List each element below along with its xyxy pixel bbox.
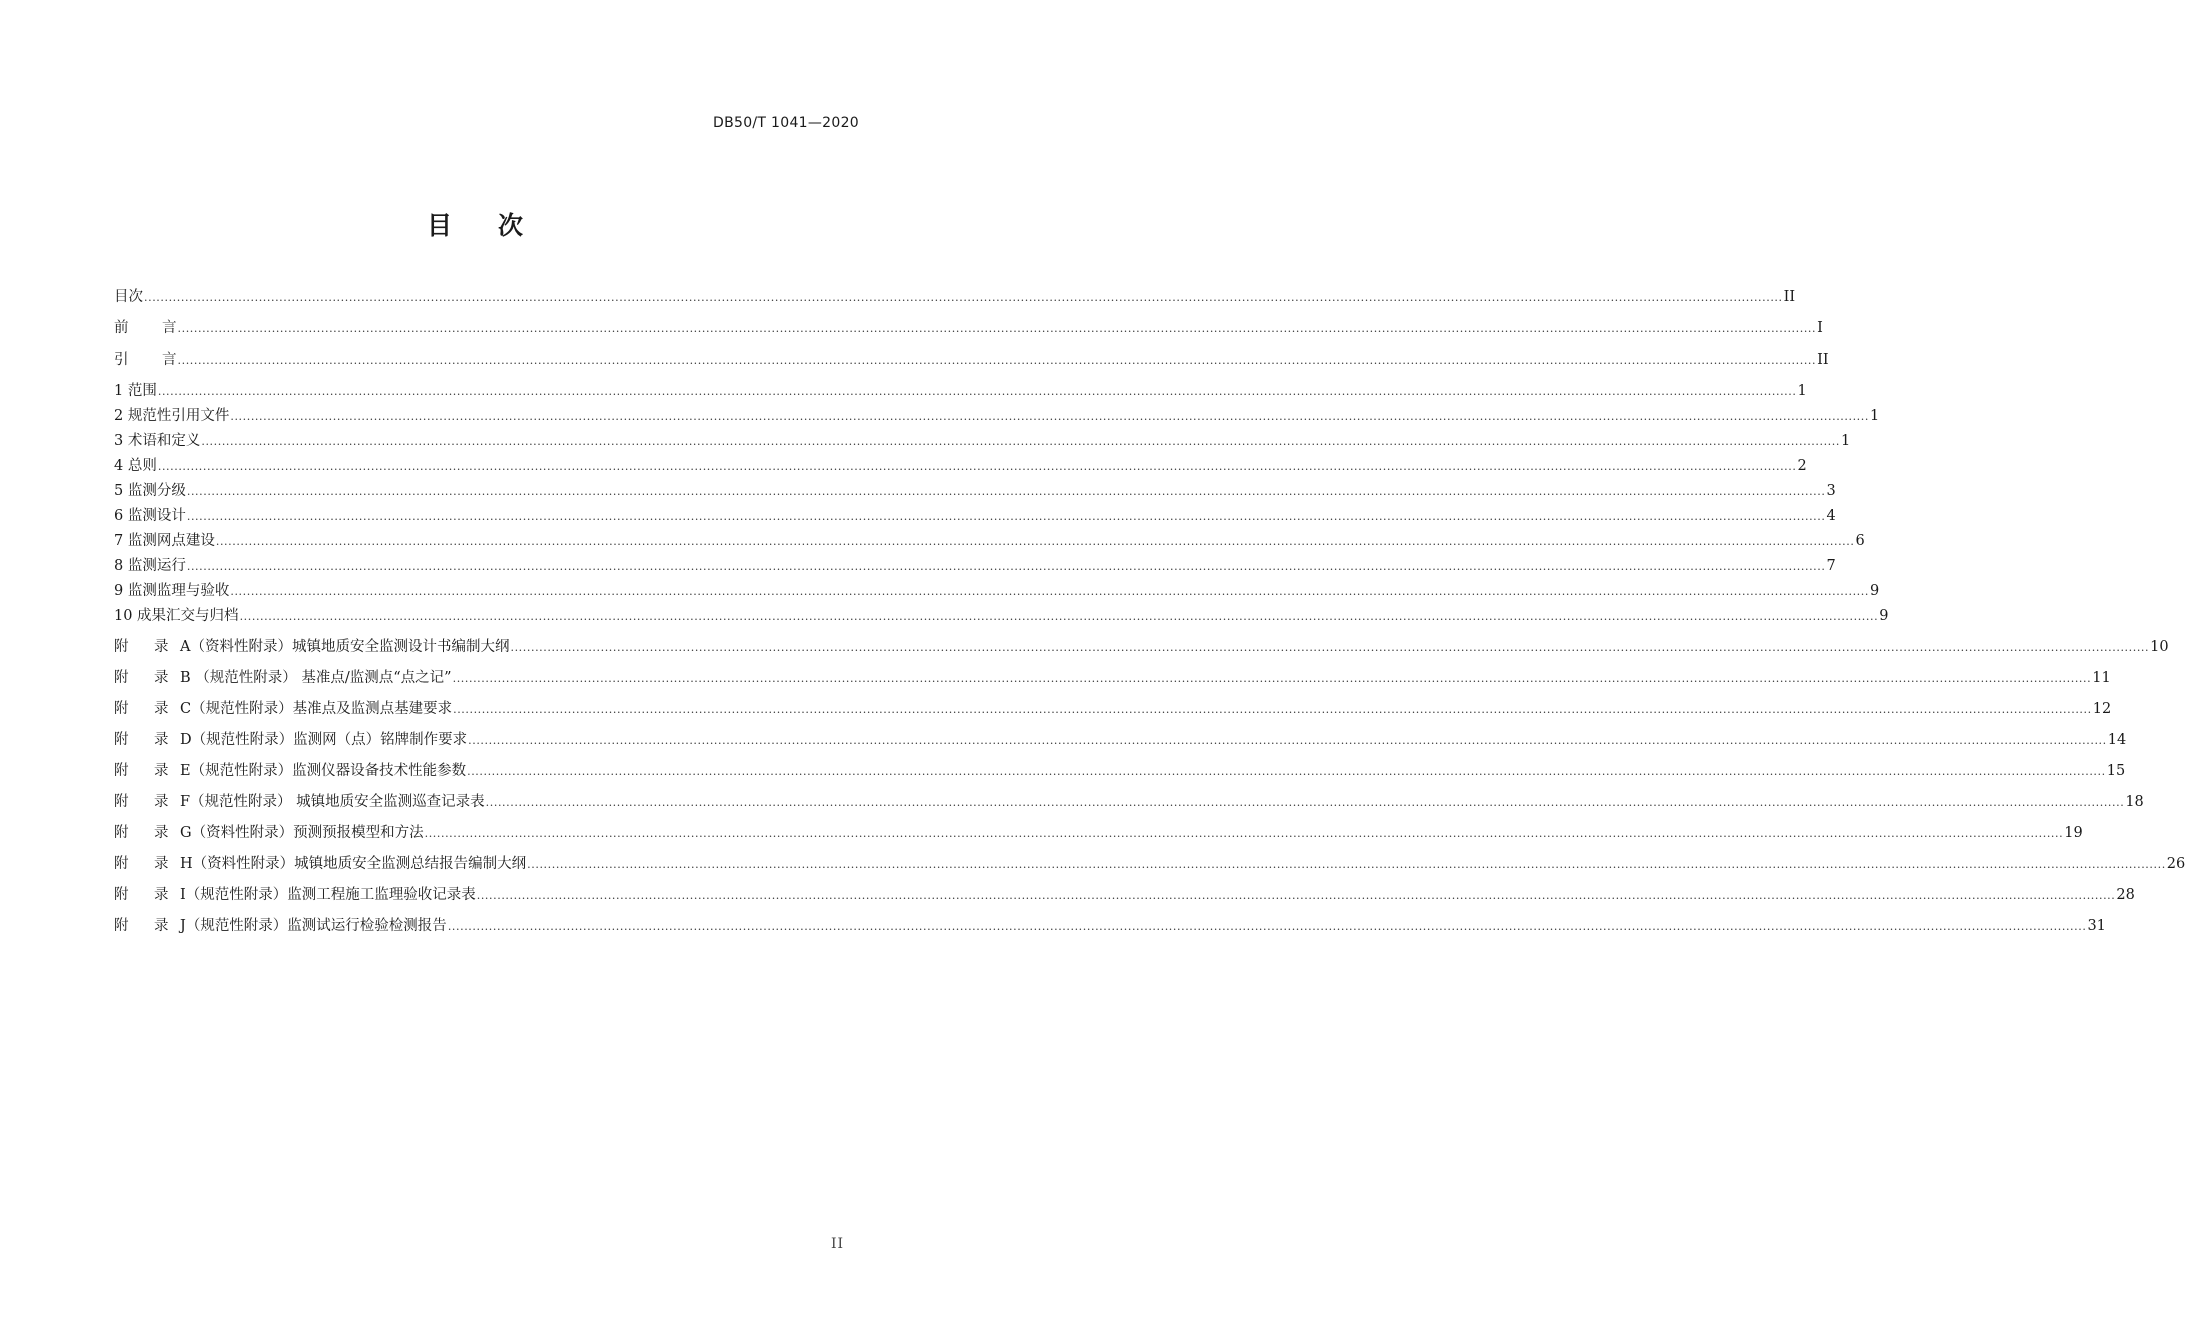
appendix-title: B （规范性附录） 基准点/监测点“点之记” <box>180 670 452 686</box>
dot-leader: ................................................................................................................................................................................................................................................................................................................................................................................................................ <box>186 485 1826 498</box>
toc-entry-label: 4 总则 <box>114 458 157 474</box>
toc-appendix-e[interactable] <box>114 761 2126 782</box>
appendix-title: G（资料性附录）预测预报模型和方法 <box>180 825 424 841</box>
appendix-word-1: 附 <box>114 856 129 872</box>
dot-leader: ................................................................................................................................................................................................................................................................................................................................................................................................................ <box>239 610 1879 623</box>
toc-entry-label: 2 规范性引用文件 <box>114 408 230 424</box>
appendix-word-1: 附 <box>114 670 129 686</box>
toc-entry-page: 4 <box>1826 508 1836 524</box>
toc-entry-page: 9 <box>1879 608 1889 624</box>
appendix-word-1: 附 <box>114 825 129 841</box>
toc-entry-label <box>114 761 466 781</box>
toc-entry-label <box>114 668 452 688</box>
dot-leader: ................................................................................................................................................................................................................................................................................................................................................................................................................ <box>447 920 2087 933</box>
toc-entry-label: 6 监测设计 <box>114 508 186 524</box>
toc-entry-8[interactable] <box>114 556 1836 577</box>
toc-entry-1[interactable] <box>114 381 1807 402</box>
toc-entry-page: 1 <box>1840 433 1851 449</box>
appendix-word-2: 录 <box>154 825 169 841</box>
dot-leader: ................................................................................................................................................................................................................................................................................................................................................................................................................ <box>230 585 1869 598</box>
toc-entry-label: 5 监测分级 <box>114 483 186 499</box>
toc-entry-foreword[interactable] <box>114 318 1823 339</box>
toc-entry-page: 14 <box>2107 732 2127 748</box>
toc-entry-label <box>114 350 177 370</box>
toc-appendix-j[interactable] <box>114 916 2106 937</box>
appendix-title: D（规范性附录）监测网（点）铭牌制作要求 <box>180 732 468 748</box>
toc-appendix-c[interactable] <box>114 699 2112 720</box>
toc-entry-page: 9 <box>1869 583 1880 599</box>
toc-entry-page: 28 <box>2116 887 2135 903</box>
appendix-word-1: 附 <box>114 794 129 810</box>
dot-leader: ................................................................................................................................................................................................................................................................................................................................................................................................................ <box>177 322 1817 335</box>
toc-entry-page: 1 <box>1869 408 1880 424</box>
dot-leader: ................................................................................................................................................................................................................................................................................................................................................................................................................ <box>157 385 1797 398</box>
toc-entry-3[interactable] <box>114 431 1851 452</box>
appendix-title: H（资料性附录）城镇地质安全监测总结报告编制大纲 <box>180 856 527 872</box>
toc-entry-label <box>114 637 509 657</box>
toc-appendix-b[interactable] <box>114 668 2111 689</box>
toc-entry-page: 15 <box>2106 763 2126 779</box>
toc-entry-10[interactable] <box>114 606 1889 627</box>
label-char-1: 引 <box>114 352 129 368</box>
dot-leader: ................................................................................................................................................................................................................................................................................................................................................................................................................ <box>201 435 1840 448</box>
dot-leader: ................................................................................................................................................................................................................................................................................................................................................................................................................ <box>468 734 2107 747</box>
appendix-word-1: 附 <box>114 732 129 748</box>
toc-entry-5[interactable] <box>114 481 1836 502</box>
dot-leader: ................................................................................................................................................................................................................................................................................................................................................................................................................ <box>186 560 1826 573</box>
toc-entry-label <box>114 854 526 874</box>
dot-leader: ................................................................................................................................................................................................................................................................................................................................................................................................................ <box>144 291 1783 304</box>
appendix-word-2: 录 <box>154 701 169 717</box>
toc-entry-label: 10 成果汇交与归档 <box>114 608 239 624</box>
dot-leader: ................................................................................................................................................................................................................................................................................................................................................................................................................ <box>476 889 2116 902</box>
toc-entry-label <box>114 318 177 338</box>
page-number: II <box>830 1236 844 1252</box>
toc-entry-page: 2 <box>1797 458 1807 474</box>
toc-entry-label <box>114 823 424 843</box>
appendix-word-1: 附 <box>114 918 129 934</box>
dot-leader: ................................................................................................................................................................................................................................................................................................................................................................................................................ <box>485 796 2125 809</box>
toc-entry-6[interactable] <box>114 506 1836 527</box>
toc-entry-page: II <box>1817 352 1829 368</box>
dot-leader: ................................................................................................................................................................................................................................................................................................................................................................................................................ <box>510 641 2150 654</box>
toc-entry-page: II <box>1783 289 1796 305</box>
toc-entry-page: 31 <box>2087 918 2106 934</box>
dot-leader: ................................................................................................................................................................................................................................................................................................................................................................................................................ <box>215 535 1855 548</box>
appendix-word-2: 录 <box>154 856 169 872</box>
dot-leader: ................................................................................................................................................................................................................................................................................................................................................................................................................ <box>452 672 2092 685</box>
label-char-2: 言 <box>162 352 177 368</box>
appendix-word-1: 附 <box>114 701 129 717</box>
toc-entry-page: 7 <box>1826 558 1836 574</box>
toc-entry-label: 8 监测运行 <box>114 558 186 574</box>
toc-entry-label: 3 术语和定义 <box>114 433 201 449</box>
appendix-word-1: 附 <box>114 887 129 903</box>
toc-entry-label <box>114 730 467 750</box>
appendix-word-2: 录 <box>154 918 169 934</box>
dot-leader: ................................................................................................................................................................................................................................................................................................................................................................................................................ <box>186 510 1826 523</box>
toc-appendix-f[interactable] <box>114 792 2144 813</box>
toc-entry-page: 12 <box>2092 701 2112 717</box>
toc-entry-4[interactable] <box>114 456 1807 477</box>
toc-entry-label <box>114 916 447 936</box>
dot-leader: ................................................................................................................................................................................................................................................................................................................................................................................................................ <box>453 703 2092 716</box>
toc-entry-label <box>114 885 476 905</box>
appendix-title: C（规范性附录）基准点及监测点基建要求 <box>180 701 453 717</box>
appendix-title: I（规范性附录）监测工程施工监理验收记录表 <box>180 887 476 903</box>
dot-leader: ................................................................................................................................................................................................................................................................................................................................................................................................................ <box>424 827 2064 840</box>
appendix-title: A（资料性附录）城镇地质安全监测设计书编制大纲 <box>180 639 510 655</box>
appendix-word-2: 录 <box>154 794 169 810</box>
toc-entry-page: 26 <box>2166 856 2185 872</box>
appendix-word-2: 录 <box>154 763 169 779</box>
toc-entry-label <box>114 792 485 812</box>
standard-code: DB50/T 1041—2020 <box>713 115 859 131</box>
appendix-title: F（规范性附录） 城镇地质安全监测巡查记录表 <box>180 794 485 810</box>
dot-leader: ................................................................................................................................................................................................................................................................................................................................................................................................................ <box>157 460 1797 473</box>
dot-leader: ................................................................................................................................................................................................................................................................................................................................................................................................................ <box>177 354 1817 367</box>
toc-entry-page: 19 <box>2064 825 2083 841</box>
toc-appendix-a[interactable] <box>114 637 2169 658</box>
appendix-title: E（规范性附录）监测仪器设备技术性能参数 <box>180 763 467 779</box>
label-char-2: 言 <box>162 320 177 336</box>
toc-appendix-d[interactable] <box>114 730 2127 751</box>
toc-entry-page: 3 <box>1826 483 1836 499</box>
dot-leader: ................................................................................................................................................................................................................................................................................................................................................................................................................ <box>230 410 1869 423</box>
appendix-word-2: 录 <box>154 732 169 748</box>
toc-appendix-h[interactable] <box>114 854 2185 875</box>
toc-entry-9[interactable] <box>114 581 1880 602</box>
toc-entry-7[interactable] <box>114 531 1865 552</box>
appendix-word-2: 录 <box>154 887 169 903</box>
appendix-word-1: 附 <box>114 763 129 779</box>
toc-entry-page: 11 <box>2092 670 2111 686</box>
toc-entry-label: 1 范围 <box>114 383 157 399</box>
toc-entry-label: 7 监测网点建设 <box>114 533 215 549</box>
toc-entry-page: 1 <box>1797 383 1807 399</box>
title-char-1: 目 <box>426 211 452 240</box>
toc-appendix-i[interactable] <box>114 885 2135 906</box>
title-char-2: 次 <box>498 211 524 240</box>
label-char-1: 前 <box>114 320 129 336</box>
toc-entry-page: 18 <box>2125 794 2144 810</box>
dot-leader: ................................................................................................................................................................................................................................................................................................................................................................................................................ <box>467 765 2106 778</box>
dot-leader: ................................................................................................................................................................................................................................................................................................................................................................................................................ <box>527 858 2166 871</box>
toc-appendix-g[interactable] <box>114 823 2083 844</box>
toc-entry-2[interactable] <box>114 406 1880 427</box>
toc-entry-label: 9 监测监理与验收 <box>114 583 230 599</box>
appendix-word-2: 录 <box>154 639 169 655</box>
toc-entry-introduction[interactable] <box>114 350 1829 371</box>
toc-entry-page: 10 <box>2150 639 2169 655</box>
page-title <box>0 206 950 242</box>
appendix-title: J（规范性附录）监测试运行检验检测报告 <box>180 918 447 934</box>
toc-entry-contents[interactable] <box>114 287 1796 308</box>
appendix-word-2: 录 <box>154 670 169 686</box>
appendix-word-1: 附 <box>114 639 129 655</box>
toc-entry-page: 6 <box>1855 533 1865 549</box>
toc-entry-page: I <box>1817 320 1823 336</box>
toc-entry-label <box>114 699 452 719</box>
toc-entry-label: 目次 <box>114 289 143 305</box>
